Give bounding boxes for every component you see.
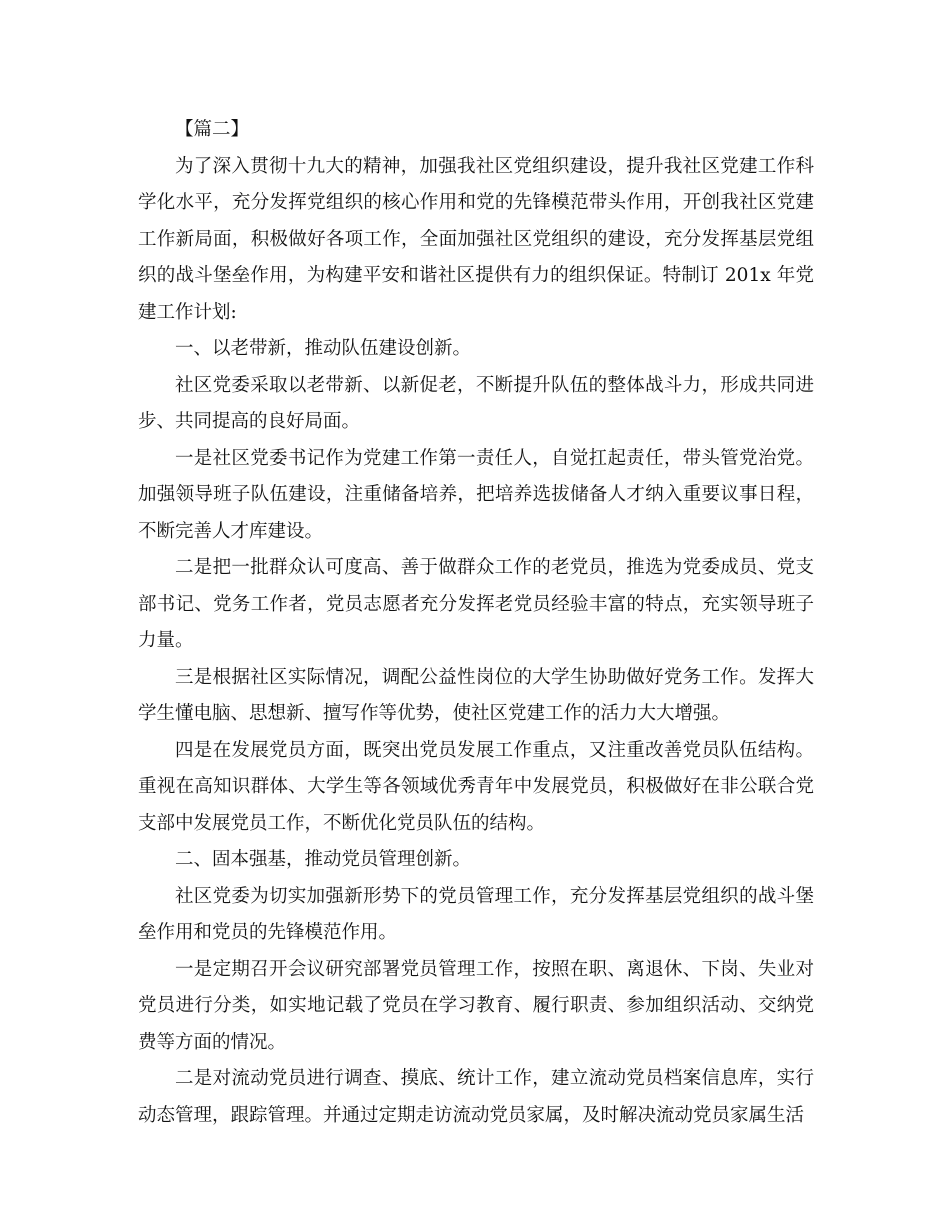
paragraph: 一是社区党委书记作为党建工作第一责任人，自觉扛起责任，带头管党治党。加强领导班子队伍建设，注重储备培养，把培养选拔储备人才纳入重要议事日程，不断完善人才库建设。	[138, 447, 814, 542]
section-heading: 【篇二】	[175, 119, 250, 140]
paragraph: 四是在发展党员方面，既突出党员发展工作重点，又注重改善党员队伍结构。重视在高知识群体、大学生等各领域优秀青年中发展党员，积极做好在非公联合党支部中发展党员工作，不断优化党员队伍的结构。	[138, 739, 814, 834]
paragraph-section-one-title: 一、以老带新，推动队伍建设创新。	[175, 338, 472, 359]
paragraph: 社区党委采取以老带新、以新促老，不断提升队伍的整体战斗力，形成共同进步、共同提高的良好局面。	[138, 374, 814, 432]
paragraph-section-two-title: 二、固本强基，推动党员管理创新。	[175, 849, 472, 870]
paragraph: 一是定期召开会议研究部署党员管理工作，按照在职、离退休、下岗、失业对党员进行分类，如实地记载了党员在学习教育、履行职责、参加组织活动、交纳党费等方面的情况。	[138, 958, 814, 1053]
paragraph: 三是根据社区实际情况，调配公益性岗位的大学生协助做好党务工作。发挥大学生懂电脑、思想新、擅写作等优势，使社区党建工作的活力大大增强。	[138, 666, 814, 724]
document-body	[138, 112, 814, 1134]
paragraph-intro: 为了深入贯彻十九大的精神，加强我社区党组织建设，提升我社区党建工作科学化水平，充分发挥党组织的核心作用和党的先锋模范带头作用，开创我社区党建工作新局面，积极做好各项工作，全面加强社区党组织的建设，充分发挥基层党组织的战斗堡垒作用，为构建平安和谐社区提供有力的组织保证。特制订 201x 年党建工作计划:	[138, 155, 814, 323]
paragraph: 社区党委为切实加强新形势下的党员管理工作，充分发挥基层党组织的战斗堡垒作用和党员的先锋模范作用。	[138, 885, 814, 943]
paragraph: 二是把一批群众认可度高、善于做群众工作的老党员，推选为党委成员、党支部书记、党务工作者，党员志愿者充分发挥老党员经验丰富的特点，充实领导班子力量。	[138, 557, 814, 651]
paragraph: 二是对流动党员进行调查、摸底、统计工作，建立流动党员档案信息库，实行动态管理，跟踪管理。并通过定期走访流动党员家属，及时解决流动党员家属生活	[138, 1068, 814, 1126]
